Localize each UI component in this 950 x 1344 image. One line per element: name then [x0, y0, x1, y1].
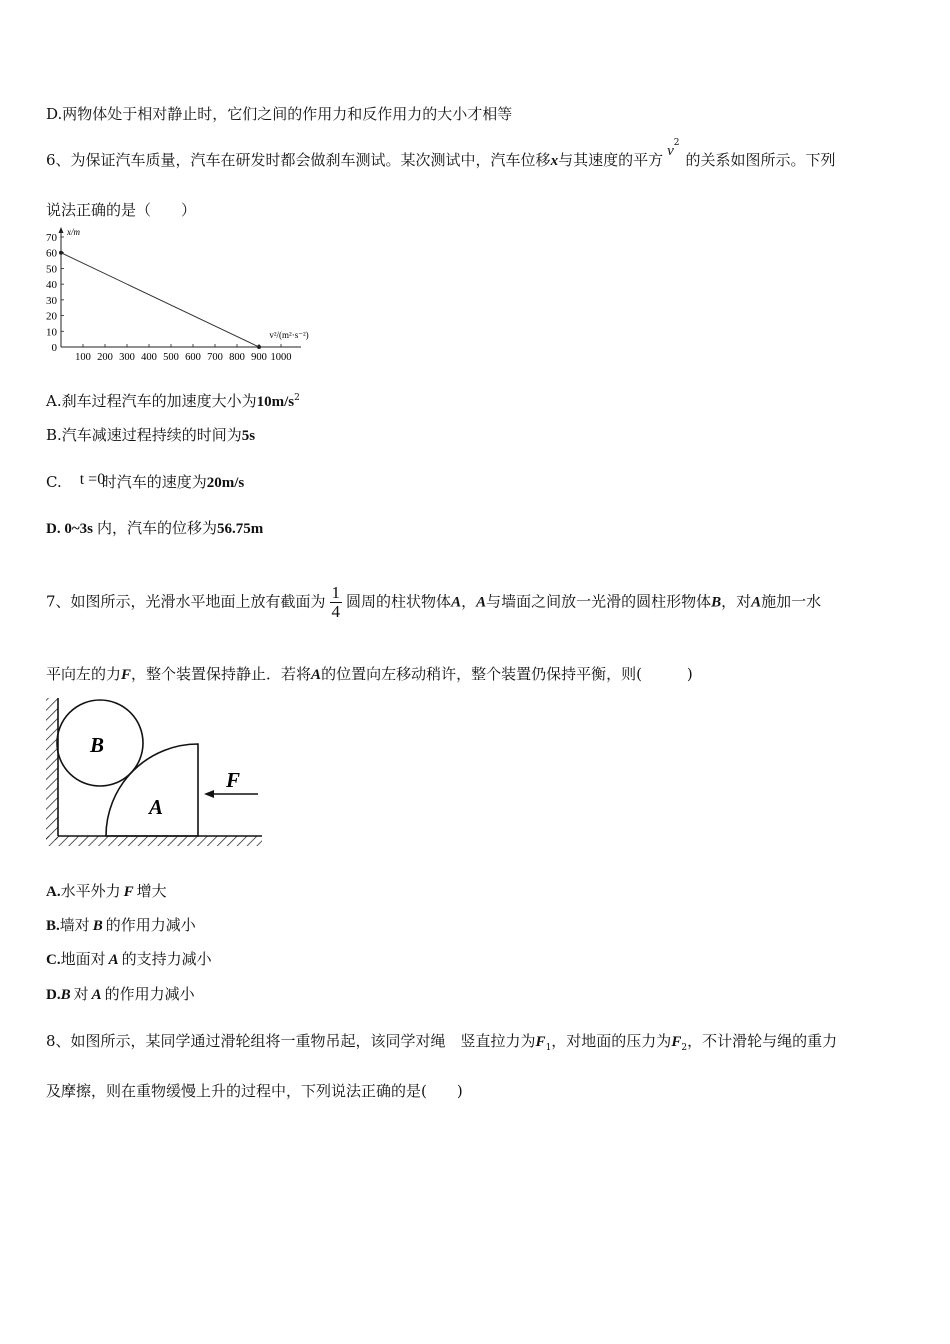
q8-stem-line2: 及摩擦，则在重物缓慢上升的过程中，下列说法正确的是( ) — [46, 1082, 463, 1100]
x-tick-label: 300 — [119, 352, 135, 363]
q6-stem-line2: 说法正确的是（ ） — [46, 201, 197, 219]
x-tick-label: 700 — [207, 352, 223, 363]
x-tick-label: 600 — [185, 352, 201, 363]
y-tick-label: 0 — [51, 342, 57, 354]
y-tick-label: 70 — [46, 232, 57, 244]
q6-option-c: C. t =0 时汽车的速度为20m/s — [46, 471, 245, 491]
q7-option-a: A.水平外力 F 增大 — [46, 882, 167, 900]
q5-option-d: D.两物体处于相对静止时，它们之间的作用力和反作用力的大小才相等 — [46, 105, 513, 123]
q7-option-b: B.墙对 B 的作用力减小 — [46, 916, 196, 934]
q6-option-a: A.刹车过程汽车的加速度大小为$10m/s^2$ — [46, 392, 300, 410]
x-tick-label: 900 — [251, 352, 267, 363]
label-f: F — [226, 768, 241, 792]
x-axis-label: v²/(m²·s⁻²) — [269, 330, 309, 340]
ground-hatch — [46, 836, 262, 846]
q6-stem-line1: 6、为保证汽车质量，汽车在研发时都会做刹车测试。某次测试中，汽车位移x与其速度的平方 $v^2$的关系如图所示。下列 — [46, 138, 836, 169]
wall-hatch — [46, 698, 58, 840]
y-tick-label: 60 — [46, 247, 57, 260]
q7-option-d: D.B 对 A 的作用力减小 — [46, 985, 195, 1003]
q7-option-c: C.地面对 A 的支持力减小 — [46, 950, 212, 968]
series-point — [59, 251, 63, 255]
y-tick-label: 40 — [46, 279, 57, 292]
label-b: B — [90, 733, 105, 757]
x-tick-label: 500 — [163, 352, 179, 363]
y-tick-label: 30 — [46, 294, 57, 307]
y-tick-label: 20 — [46, 310, 57, 323]
t-equals-zero: t =0 — [79, 471, 106, 488]
q6-option-d: D. 0~3s 内，汽车的位移为56.75m — [46, 519, 264, 537]
quarter-cylinder-a — [106, 744, 198, 836]
q6-chart — [40, 226, 340, 366]
y-axis-arrowhead — [59, 227, 64, 233]
y-tick-label: 10 — [46, 326, 57, 339]
x-tick-label: 200 — [97, 352, 113, 363]
x-tick-label: 800 — [229, 352, 245, 363]
force-arrowhead — [204, 790, 214, 798]
x-tick-label: 1000 — [270, 352, 292, 363]
y-tick-label: 50 — [46, 263, 57, 276]
label-a: A — [149, 795, 164, 819]
x-tick-label: 400 — [141, 352, 157, 363]
q6-option-b: B.汽车减速过程持续的时间为5s — [46, 426, 256, 444]
q8-stem-line1: 8、如图所示，某同学通过滑轮组将一重物吊起，该同学对绳 竖直拉力为$F_1$，对地面的压力为$F_2$，不计滑轮与绳的重力 — [46, 1032, 838, 1053]
fraction-one-quarter: $\frac{1}{4}$ — [331, 583, 341, 621]
y-axis-label: x/m — [67, 227, 80, 237]
series-line — [61, 253, 259, 347]
q7-stem-line2: 平向左的力F，整个装置保持静止．若将A的位置向左移动稍许，整个装置仍保持平衡，则( ) — [46, 665, 693, 683]
x-tick-label: 100 — [75, 352, 91, 363]
q7-figure — [42, 694, 272, 854]
q7-stem-line1: 7、如图所示，光滑水平地面上放有截面为 $\frac{1}{4}$ 圆周的柱状物体A，A与墙面之间放一光滑的圆柱形物体B，对A施加一水 — [46, 583, 822, 621]
series-point — [257, 345, 261, 349]
